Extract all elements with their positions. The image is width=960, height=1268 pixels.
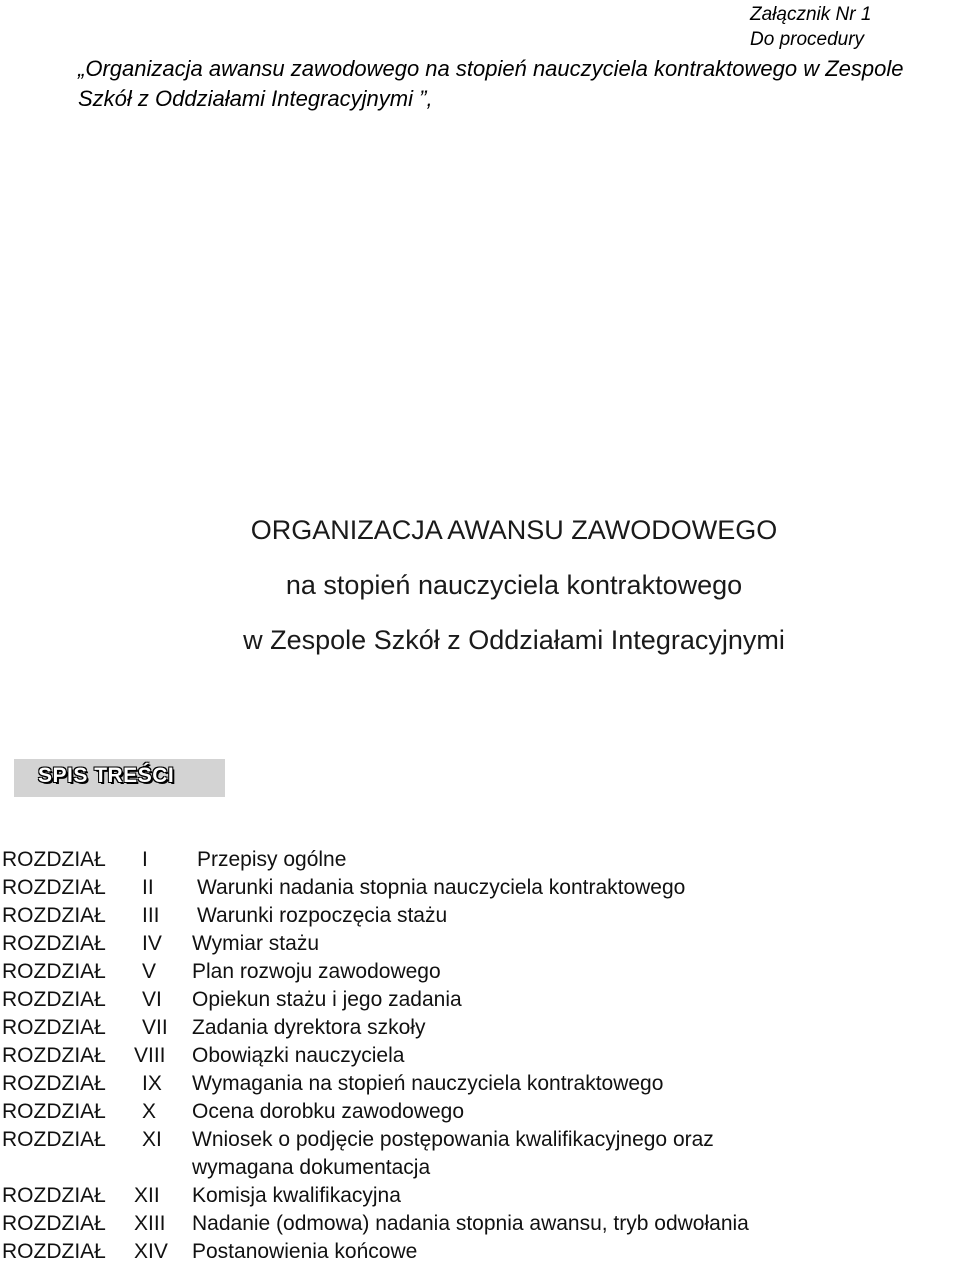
toc-chapter-number: II xyxy=(142,876,154,899)
toc-chapter-title-continuation: wymagana dokumentacja xyxy=(192,1156,431,1179)
toc-chapter-label: ROZDZIAŁ xyxy=(2,1240,106,1263)
toc-chapter-title: Opiekun stażu i jego zadania xyxy=(192,988,462,1011)
toc-heading: SPIS TREŚCI xyxy=(38,764,175,787)
toc-chapter-title: Zadania dyrektora szkoły xyxy=(192,1016,426,1039)
toc-chapter-number: V xyxy=(142,960,157,983)
toc-chapter-label: ROZDZIAŁ xyxy=(2,1184,106,1207)
toc-chapter-number: IV xyxy=(142,932,162,955)
document-title-line-1: ORGANIZACJA AWANSU ZAWODOWEGO xyxy=(250,515,778,545)
toc-chapter-title: Obowiązki nauczyciela xyxy=(192,1044,405,1067)
toc-chapter-label: ROZDZIAŁ xyxy=(2,1044,106,1067)
toc-chapter-title: Ocena dorobku zawodowego xyxy=(192,1100,465,1123)
toc-chapter-title: Plan rozwoju zawodowego xyxy=(192,960,441,983)
toc-chapter-title: Wymiar stażu xyxy=(192,932,319,955)
toc-chapter-title: Wniosek o podjęcie postępowania kwalifikacyjnego oraz xyxy=(192,1128,714,1151)
toc-chapter-number: VII xyxy=(142,1016,168,1039)
attachment-number: Załącznik Nr 1 xyxy=(750,4,872,25)
toc-chapter-title: Wymagania na stopień nauczyciela kontraktowego xyxy=(192,1072,664,1095)
toc-chapter-label: ROZDZIAŁ xyxy=(2,1072,106,1095)
toc-row xyxy=(0,1212,960,1240)
toc-chapter-number: XIII xyxy=(134,1212,166,1235)
toc-row xyxy=(0,876,960,904)
toc-chapter-label: ROZDZIAŁ xyxy=(2,904,106,927)
document-title-line-3: w Zespole Szkół z Oddziałami Integracyjnymi xyxy=(243,625,785,655)
attachment-procedure-label: Do procedury xyxy=(750,29,865,50)
toc-row xyxy=(0,1016,960,1044)
toc-chapter-label: ROZDZIAŁ xyxy=(2,988,106,1011)
toc-row xyxy=(0,960,960,988)
toc-row xyxy=(0,904,960,932)
toc-chapter-label: ROZDZIAŁ xyxy=(2,1100,106,1123)
toc-chapter-title: Nadanie (odmowa) nadania stopnia awansu, tryb odwołania xyxy=(192,1212,749,1235)
toc-row xyxy=(0,1100,960,1128)
toc-row xyxy=(0,848,960,876)
toc-row xyxy=(0,932,960,960)
toc-chapter-title: Warunki rozpoczęcia stażu xyxy=(197,904,448,927)
toc-chapter-title: Postanowienia końcowe xyxy=(192,1240,418,1263)
toc-chapter-label: ROZDZIAŁ xyxy=(2,1128,106,1151)
toc-chapter-number: VIII xyxy=(134,1044,166,1067)
attachment-note xyxy=(750,2,871,52)
toc-chapter-number: XI xyxy=(142,1128,162,1151)
toc-chapter-number: VI xyxy=(142,988,162,1011)
toc-chapter-title: Warunki nadania stopnia nauczyciela kontraktowego xyxy=(197,876,686,899)
toc-chapter-title: Komisja kwalifikacyjna xyxy=(192,1184,401,1207)
toc-chapter-title: Przepisy ogólne xyxy=(197,848,347,871)
toc-chapter-number: I xyxy=(142,848,148,871)
toc-row xyxy=(0,1184,960,1212)
toc-chapter-number: III xyxy=(142,904,160,927)
toc-row xyxy=(0,1128,960,1156)
toc-chapter-label: ROZDZIAŁ xyxy=(2,848,106,871)
toc-chapter-label: ROZDZIAŁ xyxy=(2,1212,106,1235)
toc-chapter-number: XIV xyxy=(134,1240,168,1263)
document-title-line-2: na stopień nauczyciela kontraktowego xyxy=(285,570,743,600)
toc-row xyxy=(0,988,960,1016)
toc-chapter-number: IX xyxy=(142,1072,162,1095)
document-title xyxy=(0,503,960,668)
toc-row xyxy=(0,1072,960,1100)
toc-banner xyxy=(14,759,225,797)
toc-chapter-number: XII xyxy=(134,1184,160,1207)
toc-chapter-label: ROZDZIAŁ xyxy=(2,1016,106,1039)
toc-chapter-label: ROZDZIAŁ xyxy=(2,960,106,983)
toc-chapter-label: ROZDZIAŁ xyxy=(2,932,106,955)
toc-chapter-number: X xyxy=(142,1100,157,1123)
procedure-title: „Organizacja awansu zawodowego na stopień nauczyciela kontraktowego w Zespole Szkół z Oddziałami Integracyjnymi ”, xyxy=(78,56,904,111)
toc-row-continuation xyxy=(0,1156,960,1184)
toc-row xyxy=(0,1044,960,1072)
toc-chapter-label: ROZDZIAŁ xyxy=(2,876,106,899)
